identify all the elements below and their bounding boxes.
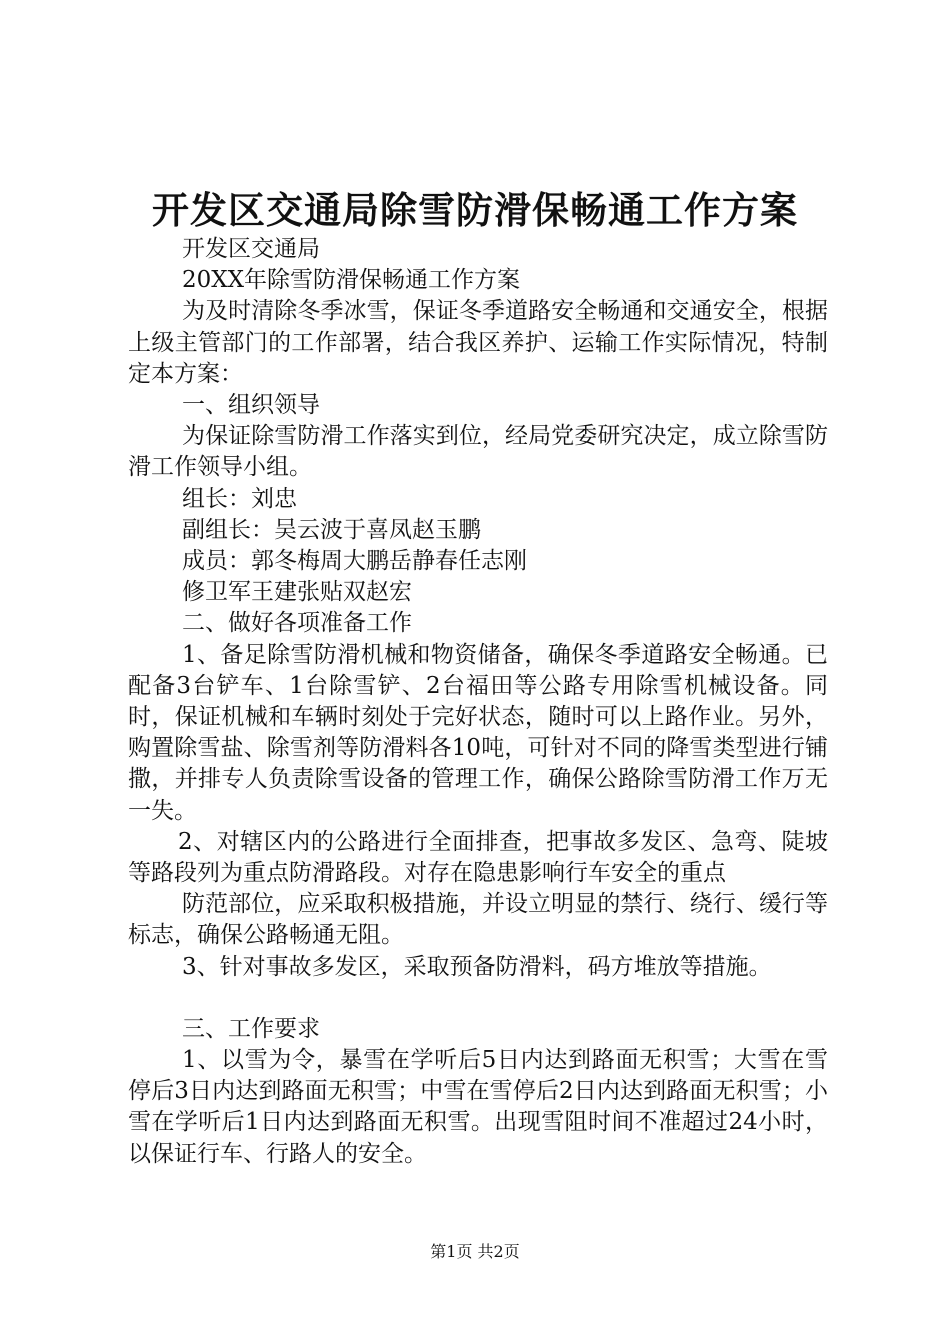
paragraph-leadership: 为保证除雪防滑工作落实到位，经局党委研究决定，成立除雪防滑工作领导小组。	[128, 423, 828, 481]
paragraph-item-3: 3、针对事故多发区，采取预备防滑料，码方堆放等措施。	[182, 953, 772, 980]
paragraph-requirement-1: 1、以雪为令，暴雪在学听后5日内达到路面无积雪；大雪在雪停后3日内达到路面无积雪；中雪在雪停后2日内达到路面无积雪；小雪在学听后1日内达到路面无积雪。出现雪阻时间不准超过24小时，以保证行车、行路人的安全。	[128, 1047, 828, 1167]
paragraph-subtitle: 20XX年除雪防滑保畅通工作方案	[182, 267, 521, 294]
blank-line	[128, 983, 828, 1014]
paragraph-leader: 组长：刘忠	[182, 485, 297, 512]
paragraph-deputy-leaders: 副组长：吴云波于喜凤赵玉鹏	[182, 516, 481, 543]
paragraph-issuer: 开发区交通局	[182, 236, 320, 262]
page-footer: 第1页 共2页	[430, 1242, 520, 1261]
paragraph-intro: 为及时清除冬季冰雪，保证冬季道路安全畅通和交通安全，根据上级主管部门的工作部署，结合我区养护、运输工作实际情况，特制定本方案：	[128, 298, 828, 387]
paragraph-item-1: 1、备足除雪防滑机械和物资储备，确保冬季道路安全畅通。已配备3台铲车、1台除雪铲、2台福田等公路专用除雪机械设备。同时，保证机械和车辆时刻处于完好状态，随时可以上路作业。另外，购置除雪盐、除雪剂等防滑料各10吨，可针对不同的降雪类型进行铺撒，并排专人负责除雪设备的管理工作，确保公路除雪防滑工作万无一失。	[128, 641, 828, 824]
paragraph-item-2: 2、对辖区内的公路进行全面排查，把事故多发区、急弯、陡坡等路段列为重点防滑路段。对存在隐患影响行车安全的重点	[128, 828, 828, 887]
section-heading-1: 一、组织领导	[182, 392, 320, 419]
section-heading-3: 三、工作要求	[182, 1015, 320, 1042]
document-body	[128, 234, 828, 1170]
paragraph-members-continued: 修卫军王建张贴双赵宏	[182, 579, 412, 606]
document-title: 开发区交通局除雪防滑保畅通工作方案	[152, 188, 798, 232]
paragraph-members: 成员：郭冬梅周大鹏岳静春任志刚	[182, 548, 527, 575]
paragraph-item-2-continued: 防范部位，应采取积极措施，并设立明显的禁行、绕行、缓行等标志，确保公路畅通无阻。	[128, 891, 828, 949]
section-heading-2: 二、做好各项准备工作	[182, 610, 412, 637]
